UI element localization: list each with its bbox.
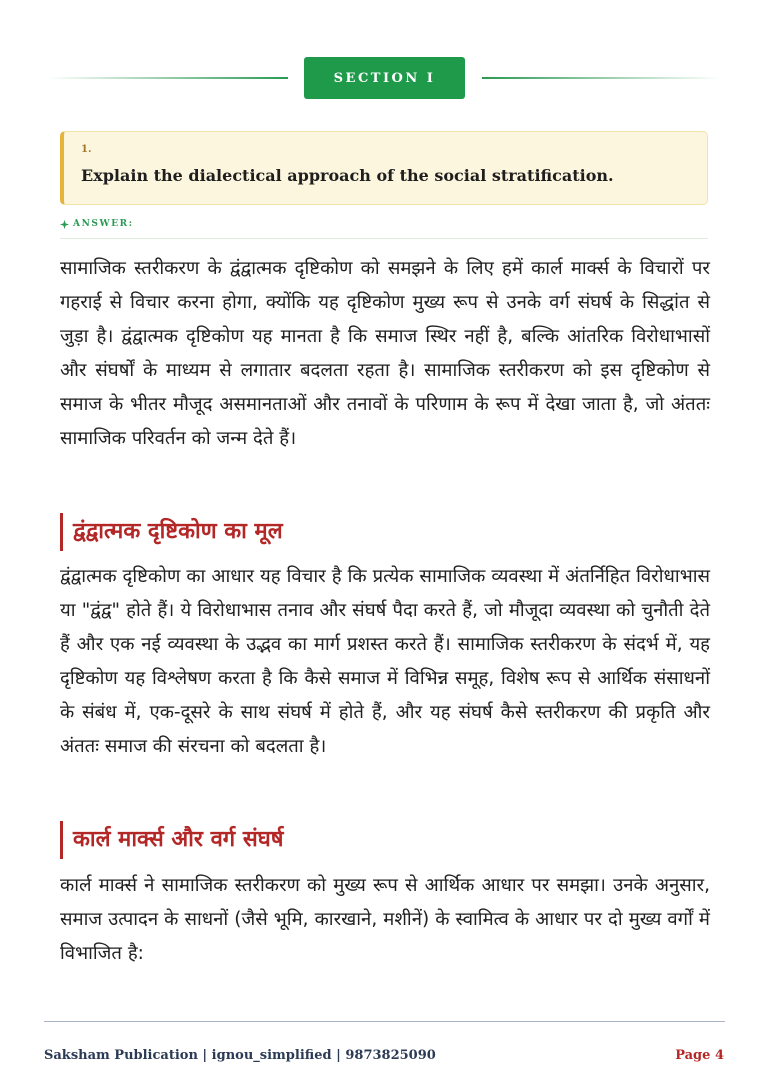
footer-divider <box>44 1021 725 1022</box>
section-heading-dialectical-basis: द्वंद्वात्मक दृष्टिकोण का मूल <box>60 513 283 551</box>
question-number: 1. <box>81 144 92 155</box>
section-divider-left <box>48 77 288 79</box>
dialectical-basis-paragraph: द्वंद्वात्मक दृष्टिकोण का आधार यह विचार है कि प्रत्येक सामाजिक व्यवस्था में अंतर्निहित विरोधाभास या "द्वंद्व" होते हैं। ये विरोधाभास तनाव और संघर्ष पैदा करते हैं, जो मौजूदा व्यवस्था को चुनौती देते हैं और एक नई व्यवस्था के उद्भव का मार्ग प्रशस्त करते हैं। सामाजिक स्तरीकरण के संदर्भ में, यह दृष्टिकोण यह विश्लेषण करता है कि कैसे समाज में विभिन्न समूह, विशेष रूप से आर्थिक संसाधनों के संबंध में, एक-दूसरे के साथ संघर्ष में होते हैं, और यह संघर्ष कैसे स्तरीकरण की प्रकृति और अंततः समाज की संरचना को बदलता है। <box>60 566 710 757</box>
question-text: Explain the dialectical approach of the social stratification. <box>81 166 614 185</box>
intro-paragraph: सामाजिक स्तरीकरण के द्वंद्वात्मक दृष्टिकोण को समझने के लिए हमें कार्ल मार्क्स के विचारों पर गहराई से विचार करना होगा, क्योंकि यह दृष्टिकोण मुख्य रूप से उनके वर्ग संघर्ष के सिद्धांत से जुड़ा है। द्वंद्वात्मक दृष्टिकोण यह मानता है कि समाज स्थिर नहीं है, बल्कि आंतरिक विरोधाभासों और संघर्षों के माध्यम से लगातार बदलता रहता है। सामाजिक स्तरीकरण को इस दृष्टिकोण से समाज के भीतर मौजूद असमानताओं और तनावों के परिणाम के रूप में देखा जाता है, जो अंततः सामाजिक परिवर्तन को जन्म देते हैं। <box>60 258 710 449</box>
answer-divider <box>60 238 708 239</box>
sparkle-icon <box>60 220 69 229</box>
answer-label <box>60 219 134 229</box>
footer-publisher: Saksham Publication | ignou_simplified | 9873825090 <box>44 1048 436 1063</box>
section-header <box>0 57 768 99</box>
answer-label-text: ANSWER: <box>73 219 134 229</box>
section-badge: SECTION I <box>304 57 465 99</box>
page-number: Page 4 <box>675 1048 724 1063</box>
section-divider-right <box>482 77 720 79</box>
section-heading-marx-class-struggle: कार्ल मार्क्स और वर्ग संघर्ष <box>60 821 283 859</box>
marx-class-struggle-paragraph: कार्ल मार्क्स ने सामाजिक स्तरीकरण को मुख्य रूप से आर्थिक आधार पर समझा। उनके अनुसार, समाज उत्पादन के साधनों (जैसे भूमि, कारखाने, मशीनें) के स्वामित्व के आधार पर दो मुख्य वर्गों में विभाजित है: <box>60 875 710 964</box>
question-card <box>60 131 708 205</box>
